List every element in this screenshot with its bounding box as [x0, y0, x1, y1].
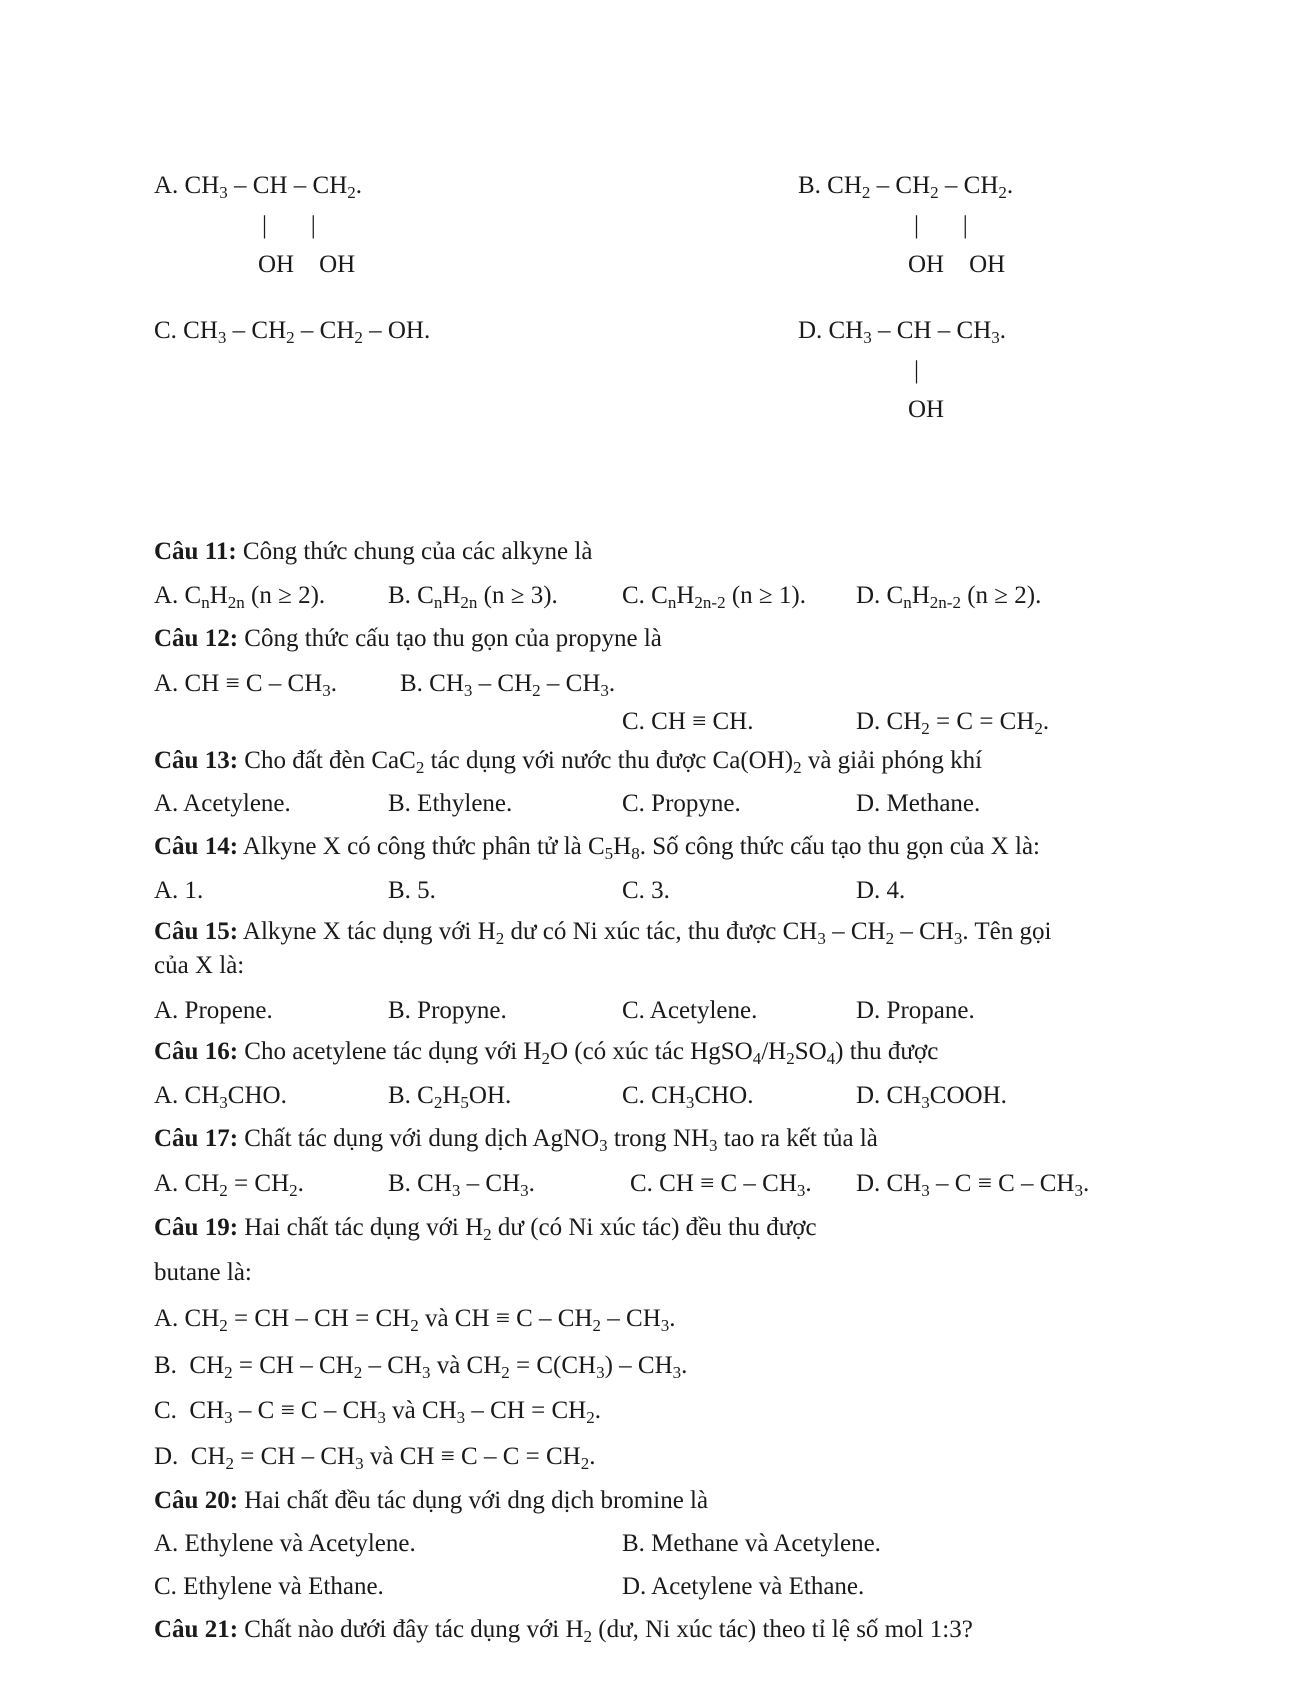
question-12: [154, 626, 662, 651]
answer-option-b: B. $CH_3 - CH_3$.: [388, 1170, 535, 1200]
option-b-bonds: | |: [914, 212, 968, 239]
question-label: Câu 13:: [154, 747, 239, 774]
answer-option-b: B. $CH_2$ = CH – $CH_2 - CH_3$ và $CH_2 = C(CH_3) - CH_3$.: [154, 1352, 688, 1382]
answer-option-c: C. $CH_3CHO$.: [622, 1082, 754, 1112]
question-text: Cho acetylene tác dụng với $H_2O$ (có xúc tác $HgSO_4/H_2SO_4$) thu được: [238, 1038, 939, 1068]
answer-option-b: B. Methane và Acetylene.: [622, 1530, 881, 1557]
question-text: Chất nào dưới đây tác dụng với $H_2$ (dư, Ni xúc tác) theo tỉ lệ số mol 1:3?: [238, 1616, 973, 1646]
question-15: [154, 918, 1052, 948]
answer-option-a: A. CH ≡ C – $CH_3$.: [154, 670, 338, 700]
question-text: Alkyne X có công thức phân tử là $C_5H_8$. Số công thức cấu tạo thu gọn của X là:: [238, 833, 1040, 863]
answer-option-b: B. $C_nH_{2n}$ (n ≥ 3).: [388, 582, 558, 612]
answer-option-d: D. $C_nH_{2n-2}$ (n ≥ 2).: [856, 582, 1042, 612]
question-label: Câu 21:: [154, 1616, 239, 1643]
question-21: [154, 1616, 973, 1646]
answer-option-c: C. Propyne.: [622, 790, 741, 817]
question-label: Câu 15:: [154, 918, 239, 945]
question-text: Công thức chung của các alkyne là: [236, 538, 593, 565]
answer-option-d: D. Propane.: [856, 997, 975, 1024]
option-a-hydroxyls: OH OH: [258, 251, 356, 278]
option-a-formula: A. $CH_3$ – CH – $CH_2$.: [154, 172, 363, 202]
answer-option-a: A. Ethylene và Acetylene.: [154, 1530, 416, 1557]
option-b-hydroxyls: OH OH: [908, 251, 1006, 278]
answer-option-c: C. $C_nH_{2n-2}$ (n ≥ 1).: [622, 582, 806, 612]
answer-option-b: B. Ethylene.: [388, 790, 513, 817]
answer-option-a: A. $CH_3CHO$.: [154, 1082, 287, 1112]
question-text-continued: của X là:: [154, 952, 245, 979]
option-b-formula: B. $CH_2 - CH_2 - CH_2$.: [798, 172, 1014, 202]
question-label: Câu 20:: [154, 1487, 239, 1514]
question-label: Câu 16:: [154, 1038, 239, 1065]
answer-option-a: A. Propene.: [154, 997, 273, 1024]
question-label: Câu 14:: [154, 833, 239, 860]
answer-option-c: C. 3.: [622, 877, 670, 904]
question-text: Công thức cấu tạo thu gọn của propyne là: [238, 625, 662, 652]
question-text-continued: butane là:: [154, 1259, 252, 1286]
answer-option-c: C. Acetylene.: [622, 997, 758, 1024]
question-text: Alkyne X tác dụng với $H_2$ dư có Ni xúc tác, thu được $CH_3 - CH_2 - CH_3$. Tên gọi: [238, 918, 1052, 948]
question-13: [154, 747, 983, 777]
answer-option-c: C. Ethylene và Ethane.: [154, 1573, 384, 1600]
option-d-bond: |: [914, 357, 920, 384]
question-label: Câu 12:: [154, 625, 239, 652]
answer-option-c: C. $CH_3 - C \equiv C - CH_3$ và $CH_3$ – CH = $CH_2$.: [154, 1397, 601, 1427]
question-text: Chất tác dụng với dung dịch AgNO$_3$ trong $NH_3$ tao ra kết tủa là: [238, 1125, 878, 1155]
question-16: [154, 1038, 939, 1068]
answer-option-b: B. 5.: [388, 877, 436, 904]
option-d-formula: D. $CH_3$ – CH – $CH_3$.: [798, 317, 1007, 347]
question-19: [154, 1214, 817, 1244]
answer-option-d: D. Acetylene và Ethane.: [622, 1573, 865, 1600]
question-11: [154, 539, 592, 564]
answer-option-d: D. $CH_3 - C \equiv C - CH_3$.: [856, 1170, 1090, 1200]
option-d-hydroxyl: OH: [908, 396, 945, 423]
answer-option-c: C. CH ≡ C – $CH_3$.: [630, 1170, 812, 1200]
answer-option-a: A. $C_nH_{2n}$ (n ≥ 2).: [154, 582, 326, 612]
question-text: Cho đất đèn CaC$_2$ tác dụng với nước thu được $Ca(OH)_2$ và giải phóng khí: [238, 747, 983, 777]
answer-option-a: A. Acetylene.: [154, 790, 291, 817]
answer-option-b: B. $CH_3 - CH_2 - CH_3$.: [400, 670, 616, 700]
answer-option-a: A. $CH_2$ = CH – CH = $CH_2$ và CH ≡ C – $CH_2 - CH_3$.: [154, 1305, 676, 1335]
answer-option-b: B. Propyne.: [388, 997, 507, 1024]
answer-option-d: D. 4.: [856, 877, 906, 904]
answer-option-a: A. $CH_2 = CH_2$.: [154, 1170, 304, 1200]
answer-option-d: D. $CH_3COOH$.: [856, 1082, 1007, 1112]
answer-option-b: B. $C_2H_5OH$.: [388, 1082, 512, 1112]
question-17: [154, 1125, 878, 1155]
question-label: Câu 11:: [154, 538, 237, 565]
question-14: [154, 833, 1040, 863]
question-label: Câu 19:: [154, 1214, 239, 1241]
answer-option-d: D. $CH_2 = C = CH_2$.: [856, 708, 1050, 738]
option-c-formula: C. $CH_3 - CH_2 - CH_2$ – OH.: [154, 317, 431, 347]
question-text: Hai chất đều tác dụng với dng dịch bromine là: [238, 1487, 709, 1514]
question-20: [154, 1488, 708, 1513]
answer-option-d: D. Methane.: [856, 790, 981, 817]
question-label: Câu 17:: [154, 1125, 239, 1152]
option-a-bonds: | |: [262, 212, 316, 239]
answer-option-c: C. CH ≡ CH.: [622, 708, 754, 735]
answer-option-a: A. 1.: [154, 877, 204, 904]
question-text: Hai chất tác dụng với $H_2$ dư (có Ni xúc tác) đều thu được: [238, 1214, 817, 1244]
answer-option-d: D. $CH_2$ = CH – $CH_3$ và CH ≡ $C - C = CH_2$.: [154, 1443, 596, 1473]
